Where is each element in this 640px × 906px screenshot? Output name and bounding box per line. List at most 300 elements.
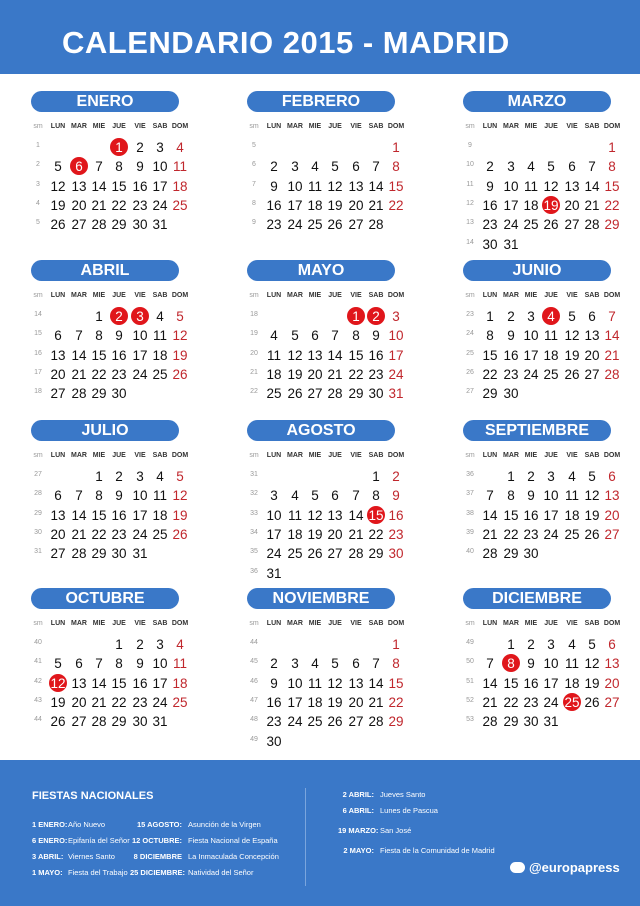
day-cell [521, 346, 541, 365]
week-number: 6 [252, 161, 256, 169]
day-cell [541, 346, 561, 365]
week-number: 34 [250, 528, 258, 536]
day-cell [501, 326, 521, 345]
day-number: 7 [588, 159, 596, 175]
day-number: 17 [152, 178, 168, 194]
day-number: 24 [266, 546, 282, 562]
day-number: 19 [327, 694, 343, 710]
day-number: 2 [270, 656, 278, 672]
day-cell [582, 177, 602, 196]
weekday-header: VIE [566, 123, 578, 130]
day-number: 26 [584, 694, 600, 710]
day-cell [69, 525, 89, 544]
day-number: 15 [503, 675, 519, 691]
weekday-header: JUE [328, 452, 342, 459]
day-cell [366, 326, 386, 345]
day-cell [602, 654, 622, 673]
day-number: 5 [54, 656, 62, 672]
day-number: 15 [91, 507, 107, 523]
week-number: 22 [250, 388, 258, 396]
week-number: 7 [252, 180, 256, 188]
day-number: 10 [503, 178, 519, 194]
day-cell [109, 674, 129, 693]
day-cell [285, 384, 305, 403]
day-number: 27 [604, 694, 620, 710]
day-cell [130, 467, 150, 486]
day-cell [366, 467, 386, 486]
day-number: 5 [176, 309, 184, 324]
day-number: 5 [547, 159, 555, 175]
day-cell [130, 196, 150, 215]
week-number: 13 [466, 219, 474, 227]
day-number: 27 [584, 366, 600, 382]
weekday-header: MAR [71, 123, 87, 130]
day-number: 31 [152, 217, 168, 233]
day-number: 16 [132, 178, 148, 194]
holiday-entry [338, 790, 425, 799]
day-cell [366, 365, 386, 384]
weekday-header: sm [465, 452, 475, 459]
day-cell [264, 674, 284, 693]
day-cell [170, 525, 190, 544]
week-row [463, 307, 640, 326]
day-number: 28 [482, 714, 498, 730]
day-number: 15 [388, 675, 404, 691]
day-number: 29 [388, 714, 404, 730]
day-cell [346, 157, 366, 176]
day-cell [386, 674, 406, 693]
day-number: 28 [348, 546, 364, 562]
day-number: 26 [564, 366, 580, 382]
day-number: 11 [172, 159, 187, 175]
weekday-header: VIE [134, 452, 146, 459]
weekday-header: SAB [368, 452, 384, 459]
day-cell [285, 506, 305, 525]
brand-handle[interactable] [510, 860, 620, 875]
week-number: 21 [250, 368, 258, 376]
day-cell [501, 635, 521, 654]
day-number: 4 [176, 637, 184, 652]
holiday-date: 6 ABRIL: [342, 806, 374, 815]
weekday-header-row [463, 123, 640, 133]
week-row [247, 346, 427, 365]
day-number: 18 [287, 526, 303, 542]
day-cell [305, 365, 325, 384]
day-cell [562, 635, 582, 654]
day-number: 30 [523, 714, 539, 730]
weekday-header: VIE [350, 292, 362, 299]
day-cell [386, 544, 406, 563]
day-number: 7 [95, 159, 103, 175]
day-number: 9 [372, 328, 380, 344]
week-number: 39 [466, 528, 474, 536]
day-cell [386, 138, 406, 157]
day-cell [386, 346, 406, 365]
day-number: 19 [287, 366, 303, 382]
week-number: 10 [466, 161, 474, 169]
day-cell [48, 365, 68, 384]
week-number: 9 [468, 142, 472, 149]
day-number: 18 [172, 178, 188, 194]
day-number: 1 [95, 309, 103, 324]
day-number: 7 [372, 656, 380, 672]
day-cell [69, 544, 89, 563]
day-cell [130, 712, 150, 731]
weekday-header: sm [33, 620, 43, 627]
day-number: 19 [564, 347, 580, 363]
day-number: 17 [523, 347, 539, 363]
day-number: 15 [503, 507, 519, 523]
day-cell [89, 177, 109, 196]
day-cell [521, 635, 541, 654]
holiday-day [562, 693, 582, 712]
day-cell [582, 196, 602, 215]
day-cell [521, 506, 541, 525]
day-number: 15 [111, 675, 127, 691]
day-number: 7 [608, 309, 616, 324]
day-cell [366, 544, 386, 563]
day-cell [264, 157, 284, 176]
day-number: 29 [348, 386, 364, 402]
day-cell [325, 177, 345, 196]
day-cell [89, 157, 109, 176]
day-cell [150, 674, 170, 693]
week-row [31, 196, 211, 215]
weekday-header: JUE [112, 452, 126, 459]
weekday-header: DOM [603, 292, 621, 299]
weekday-header-row [31, 452, 211, 462]
day-cell [562, 506, 582, 525]
day-cell [602, 196, 622, 215]
day-cell [501, 674, 521, 693]
weekday-header: VIE [134, 292, 146, 299]
day-cell [109, 654, 129, 673]
day-number: 21 [91, 197, 107, 213]
day-cell [346, 215, 366, 234]
day-cell [521, 307, 541, 326]
day-number: 17 [388, 347, 404, 363]
day-cell [480, 196, 500, 215]
weekday-header: MAR [71, 452, 87, 459]
day-number: 28 [71, 386, 87, 402]
week-row [463, 326, 640, 345]
week-row [463, 138, 640, 157]
day-cell [285, 544, 305, 563]
day-cell [602, 635, 622, 654]
day-number: 16 [523, 675, 539, 691]
day-cell [602, 486, 622, 505]
weekday-header: MIE [308, 123, 322, 130]
day-number: 8 [392, 656, 400, 672]
day-cell [285, 654, 305, 673]
day-number: 2 [115, 469, 123, 484]
weekday-header: sm [249, 620, 259, 627]
day-number: 14 [482, 507, 498, 523]
day-cell [264, 177, 284, 196]
day-cell [562, 654, 582, 673]
day-number: 7 [486, 488, 494, 504]
day-number: 26 [327, 714, 343, 730]
day-cell [501, 693, 521, 712]
day-cell [480, 544, 500, 563]
day-cell [150, 712, 170, 731]
day-cell [130, 138, 150, 157]
day-number: 9 [115, 488, 123, 504]
week-row [247, 157, 427, 176]
day-number: 24 [523, 366, 539, 382]
day-cell [386, 196, 406, 215]
day-cell [305, 384, 325, 403]
day-number: 24 [132, 366, 148, 382]
day-number: 21 [368, 694, 384, 710]
day-number: 10 [266, 507, 282, 523]
day-number: 28 [482, 546, 498, 562]
day-number: 10 [523, 328, 539, 344]
day-cell [562, 215, 582, 234]
day-cell [346, 365, 366, 384]
day-cell [130, 635, 150, 654]
day-cell [109, 712, 129, 731]
day-number: 29 [604, 217, 620, 233]
day-number: 26 [543, 217, 559, 233]
page-title: CALENDARIO 2015 - MADRID [62, 25, 510, 60]
week-number: 53 [466, 716, 474, 724]
day-cell [582, 486, 602, 505]
day-number: 18 [564, 675, 580, 691]
week-number: 19 [250, 330, 258, 338]
week-row [31, 635, 211, 654]
week-row [31, 326, 211, 345]
day-number: 1 [486, 309, 494, 324]
day-cell [150, 215, 170, 234]
day-cell [521, 326, 541, 345]
holiday-day [109, 307, 129, 326]
weekday-header: DOM [171, 123, 189, 130]
holiday-date: 25 DICIEMBRE: [130, 868, 186, 877]
week-row [247, 674, 427, 693]
day-number: 13 [50, 507, 66, 523]
day-cell [521, 654, 541, 673]
weekday-header: LUN [482, 452, 498, 459]
day-cell [366, 215, 386, 234]
day-number: 22 [503, 526, 519, 542]
day-cell [109, 365, 129, 384]
week-row [463, 486, 640, 505]
holiday-day [69, 157, 89, 176]
day-number: 13 [50, 347, 66, 363]
weekday-header: DOM [603, 452, 621, 459]
day-cell [325, 365, 345, 384]
day-cell [170, 157, 190, 176]
weekday-header: SAB [368, 292, 384, 299]
day-cell [541, 467, 561, 486]
day-cell [480, 177, 500, 196]
weekday-header: JUE [112, 620, 126, 627]
day-number: 18 [152, 347, 168, 363]
weekday-header: MIE [308, 452, 322, 459]
day-cell [264, 346, 284, 365]
day-cell [48, 544, 68, 563]
day-number: 8 [352, 328, 360, 344]
week-row [247, 467, 427, 486]
day-cell [285, 365, 305, 384]
day-number: 26 [307, 546, 323, 562]
day-cell [346, 177, 366, 196]
day-cell [109, 486, 129, 505]
week-row [247, 138, 427, 157]
day-number: 26 [287, 386, 303, 402]
day-number: 20 [604, 675, 620, 691]
day-number: 26 [50, 714, 66, 730]
weekday-header: JUE [544, 620, 558, 627]
day-cell [325, 215, 345, 234]
week-number: 11 [466, 180, 474, 188]
day-cell [602, 674, 622, 693]
day-number: 15 [604, 178, 620, 194]
week-number: 37 [466, 490, 474, 498]
day-number: 14 [482, 675, 498, 691]
day-cell [264, 564, 284, 583]
weekday-header: sm [465, 123, 475, 130]
week-number: 14 [34, 311, 42, 318]
day-cell [602, 326, 622, 345]
day-number: 6 [331, 488, 339, 504]
day-number: 1 [95, 469, 103, 484]
day-cell [480, 157, 500, 176]
day-cell [582, 307, 602, 326]
weekday-header: sm [249, 292, 259, 299]
weekday-header: MIE [92, 123, 106, 130]
day-number: 3 [291, 159, 299, 175]
week-row [247, 326, 427, 345]
day-number: 23 [132, 694, 148, 710]
day-number: 24 [132, 526, 148, 542]
day-cell [521, 544, 541, 563]
weekday-header: MAR [503, 292, 519, 299]
day-number: 12 [327, 178, 343, 194]
day-cell [562, 307, 582, 326]
day-cell [150, 467, 170, 486]
weekday-header-row [247, 292, 427, 302]
week-row [31, 157, 211, 176]
weekday-header: SAB [152, 292, 168, 299]
day-cell [150, 506, 170, 525]
day-cell [89, 307, 109, 326]
week-row [31, 712, 211, 731]
day-number: 12 [172, 488, 188, 504]
day-number: 17 [287, 197, 303, 213]
day-number: 8 [95, 328, 103, 344]
day-cell [480, 654, 500, 673]
day-cell [602, 365, 622, 384]
day-number: 21 [482, 526, 498, 542]
weekday-header: MAR [71, 292, 87, 299]
weekday-header: MAR [287, 123, 303, 130]
day-cell [366, 177, 386, 196]
day-number: 20 [50, 366, 66, 382]
day-number: 9 [270, 675, 278, 691]
holiday-day [48, 674, 68, 693]
month-title: JUNIO [463, 260, 611, 281]
day-number: 9 [392, 488, 400, 504]
day-number: 11 [523, 178, 538, 194]
weekday-header: JUE [328, 123, 342, 130]
day-number: 5 [54, 159, 62, 175]
day-number: 11 [543, 328, 558, 344]
day-number: 25 [152, 526, 168, 542]
day-number: 6 [54, 328, 62, 344]
day-cell [480, 506, 500, 525]
week-row [31, 467, 211, 486]
day-cell [170, 674, 190, 693]
week-row [31, 693, 211, 712]
day-cell [69, 674, 89, 693]
month-title: AGOSTO [247, 420, 395, 441]
day-cell [602, 693, 622, 712]
week-number: 48 [250, 716, 258, 724]
day-cell [264, 654, 284, 673]
day-number: 22 [482, 366, 498, 382]
day-cell [130, 544, 150, 563]
day-number: 9 [136, 656, 144, 672]
day-number: 16 [132, 675, 148, 691]
day-number: 3 [527, 309, 535, 324]
weekday-header: DOM [171, 620, 189, 627]
day-number: 12 [543, 178, 559, 194]
week-row [463, 635, 640, 654]
day-number: 8 [486, 328, 494, 344]
day-cell [264, 712, 284, 731]
day-number: 26 [172, 366, 188, 382]
day-number: 26 [327, 217, 343, 233]
weekday-header: sm [249, 452, 259, 459]
day-number: 18 [523, 197, 539, 213]
day-cell [48, 177, 68, 196]
day-number: 14 [91, 675, 107, 691]
weekday-header: JUE [112, 292, 126, 299]
footer-panel [0, 760, 640, 906]
day-cell [285, 712, 305, 731]
week-number: 44 [250, 639, 258, 646]
day-cell [562, 326, 582, 345]
day-number: 7 [372, 159, 380, 175]
day-cell [582, 674, 602, 693]
weekday-header: MAR [71, 620, 87, 627]
week-row [463, 693, 640, 712]
week-number: 14 [466, 238, 474, 246]
day-cell [69, 384, 89, 403]
day-cell [285, 196, 305, 215]
day-number: 21 [348, 526, 364, 542]
day-cell [264, 326, 284, 345]
day-cell [305, 215, 325, 234]
holiday-name: Epifanía del Señor [68, 836, 130, 845]
day-cell [170, 346, 190, 365]
day-cell [109, 326, 129, 345]
day-cell [285, 674, 305, 693]
day-cell [480, 326, 500, 345]
weekday-header: VIE [566, 620, 578, 627]
day-number: 21 [482, 694, 498, 710]
day-cell [285, 326, 305, 345]
day-cell [501, 525, 521, 544]
day-number: 22 [111, 197, 127, 213]
day-cell [305, 654, 325, 673]
day-cell [386, 326, 406, 345]
day-number: 21 [327, 366, 343, 382]
day-cell [521, 365, 541, 384]
day-cell [130, 674, 150, 693]
